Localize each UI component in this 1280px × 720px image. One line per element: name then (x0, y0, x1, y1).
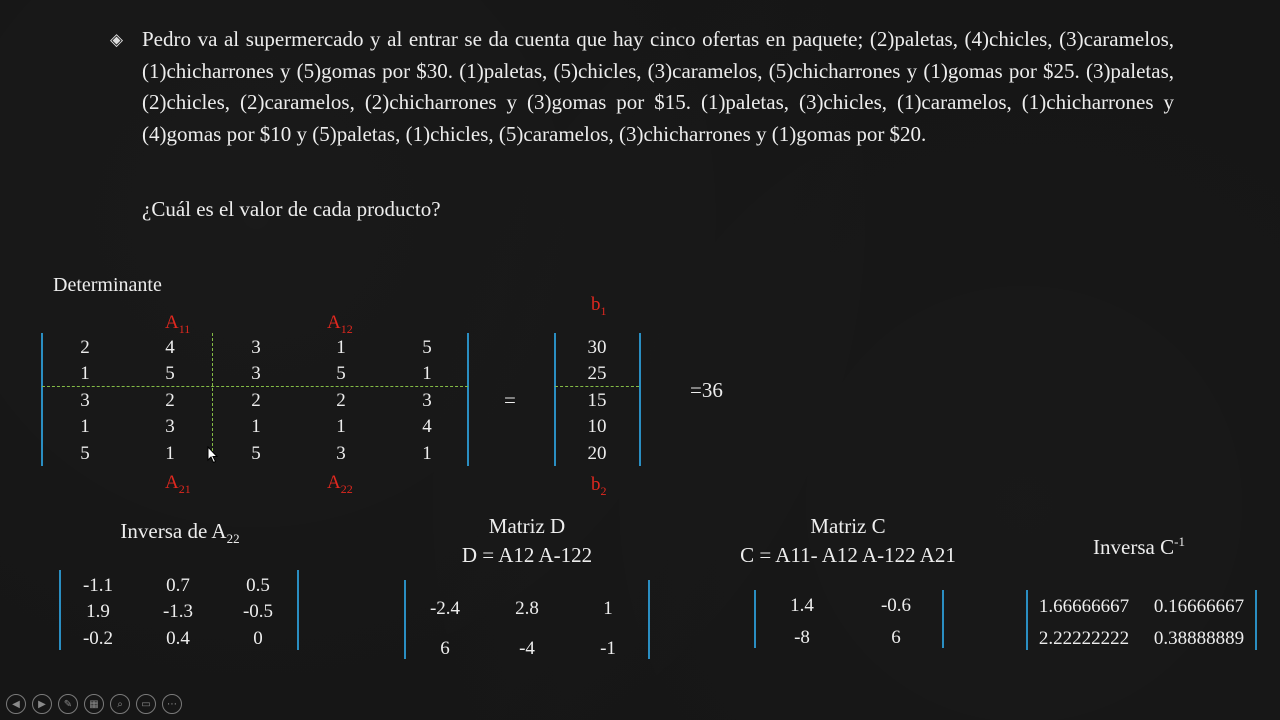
matriz-d-left-bar (404, 580, 406, 659)
vector-partition-line (555, 386, 639, 387)
vector-cell: 15 (587, 390, 607, 411)
matrix-cell: -0.2 (82, 628, 114, 649)
matrix-cell: 1 (80, 363, 90, 384)
matrix-cell: 1 (336, 337, 346, 358)
matrix-cell: 3 (80, 390, 90, 411)
matrix-cell: 0.4 (166, 628, 190, 649)
matrix-cell: 6 (440, 638, 450, 659)
inversa-c-left-bar (1026, 590, 1028, 650)
matrix-cell: 1 (336, 416, 346, 437)
subtitles-icon[interactable]: ▭ (136, 694, 156, 714)
determinant-title: Determinante (53, 274, 162, 296)
matrix-cell: 2 (336, 390, 346, 411)
matrix-cell: 5 (422, 337, 432, 358)
inversa-c-title: Inversa $C^{-1}$ (1093, 534, 1185, 559)
matrix-cell: -1.3 (162, 601, 194, 622)
label-a22: $A_{22}$ (327, 472, 353, 496)
matrix-cell: -1 (600, 638, 616, 659)
vector-cell: 25 (587, 363, 607, 384)
matrix-cell: 2.22222222 (1038, 628, 1130, 649)
label-a11: $A_{11}$ (165, 312, 191, 336)
matriz-c-right-bar (942, 590, 944, 648)
matriz-c-formula: C = A11- A12 A-122 A21 (740, 543, 956, 567)
inversa-a22-left-bar (59, 570, 61, 650)
matrix-cell: 2.8 (515, 598, 539, 619)
partition-vertical-line (212, 333, 213, 461)
matrix-cell: 1.4 (790, 595, 814, 616)
matrix-cell: 3 (251, 363, 261, 384)
vector-cell: 20 (587, 443, 607, 464)
label-b2: $b_2$ (591, 474, 607, 498)
matrix-cell: 0.7 (166, 575, 190, 596)
matrix-cell: -0.6 (880, 595, 912, 616)
matrix-cell: 2 (251, 390, 261, 411)
problem-text: Pedro va al supermercado y al entrar se da cuenta que hay cinco ofertas en paquete; (2)paletas, (4)chicles, (3)caramelos, (1)chicharrones y (5)gomas por $30. (1)paletas, (5)chicles, (3)caramelos, (5)chicharrones y (1)gomas por $25. (3)paletas, (2)chicles, (2)caramelos, (2)chicharrones y (3)gomas por $15. (1)paletas, (3)chicles, (1)caramelos, (1)chicharrones y (4)gomas por $10 y (5)paletas, (1)chicles, (5)caramelos, (3)chicharrones y (1)gomas por $20. (142, 27, 1174, 146)
matriz-c-left-bar (754, 590, 756, 648)
matrix-cell: 1.66666667 (1038, 596, 1130, 617)
matrix-cell: -4 (519, 638, 535, 659)
matrix-cell: 1 (603, 598, 613, 619)
matrix-cell: 3 (165, 416, 175, 437)
matriz-d-title: Matriz D (488, 514, 566, 538)
matrix-cell: -1.1 (82, 575, 114, 596)
matrix-cell: 3 (336, 443, 346, 464)
matrix-cell: 3 (251, 337, 261, 358)
bullet-icon: ◈ (110, 30, 124, 49)
matrix-cell: 6 (891, 627, 901, 648)
inversa-a22-title: Inversa de $A_{22}$ (120, 519, 240, 547)
matrix-cell: 4 (422, 416, 432, 437)
see-all-slides-icon[interactable]: ▦ (84, 694, 104, 714)
matrix-cell: 5 (80, 443, 90, 464)
matrix-cell: -8 (794, 627, 810, 648)
inversa-a22-right-bar (297, 570, 299, 650)
mouse-cursor-icon (207, 446, 219, 464)
determinant-result: =36 (690, 378, 723, 402)
inversa-c-right-bar (1255, 590, 1257, 650)
zoom-icon[interactable]: ⌕ (110, 694, 130, 714)
matrix-cell: 0.16666667 (1153, 596, 1245, 617)
partition-horizontal-line (42, 386, 468, 387)
more-options-icon[interactable]: ⋯ (162, 694, 182, 714)
matrix-cell: -0.5 (242, 601, 274, 622)
previous-slide-icon[interactable]: ◀ (6, 694, 26, 714)
matrix-cell: 1 (251, 416, 261, 437)
matrix-cell: 1.9 (86, 601, 110, 622)
matrix-cell: 1 (422, 363, 432, 384)
matrix-cell: 1 (422, 443, 432, 464)
matrix-cell: 0.5 (246, 575, 270, 596)
label-a12: $A_{12}$ (327, 312, 353, 336)
matrix-cell: 1 (80, 416, 90, 437)
label-a21: $A_{21}$ (165, 472, 191, 496)
matriz-c-title: Matriz C (810, 514, 886, 538)
matriz-d-right-bar (648, 580, 650, 659)
question-text: ¿Cuál es el valor de cada producto? (142, 197, 441, 221)
matrix-cell: 1 (165, 443, 175, 464)
pen-icon[interactable]: ✎ (58, 694, 78, 714)
vector-right-bar (639, 333, 641, 466)
matrix-right-bar (467, 333, 469, 466)
matrix-cell: 5 (336, 363, 346, 384)
matrix-left-bar (41, 333, 43, 466)
matrix-cell: 4 (165, 337, 175, 358)
equals-sign: = (504, 388, 516, 412)
matrix-cell: -2.4 (429, 598, 461, 619)
matrix-cell: 5 (165, 363, 175, 384)
vector-left-bar (554, 333, 556, 466)
matrix-cell: 0.38888889 (1153, 628, 1245, 649)
next-slide-icon[interactable]: ▶ (32, 694, 52, 714)
label-b1: $b_1$ (591, 294, 607, 318)
matrix-cell: 2 (165, 390, 175, 411)
matrix-cell: 5 (251, 443, 261, 464)
slideshow-toolbar (6, 694, 182, 714)
matriz-d-formula: D = A12 A-122 (461, 543, 593, 567)
matrix-cell: 0 (253, 628, 263, 649)
matrix-cell: 2 (80, 337, 90, 358)
vector-cell: 30 (587, 337, 607, 358)
matrix-cell: 3 (422, 390, 432, 411)
vector-cell: 10 (587, 416, 607, 437)
